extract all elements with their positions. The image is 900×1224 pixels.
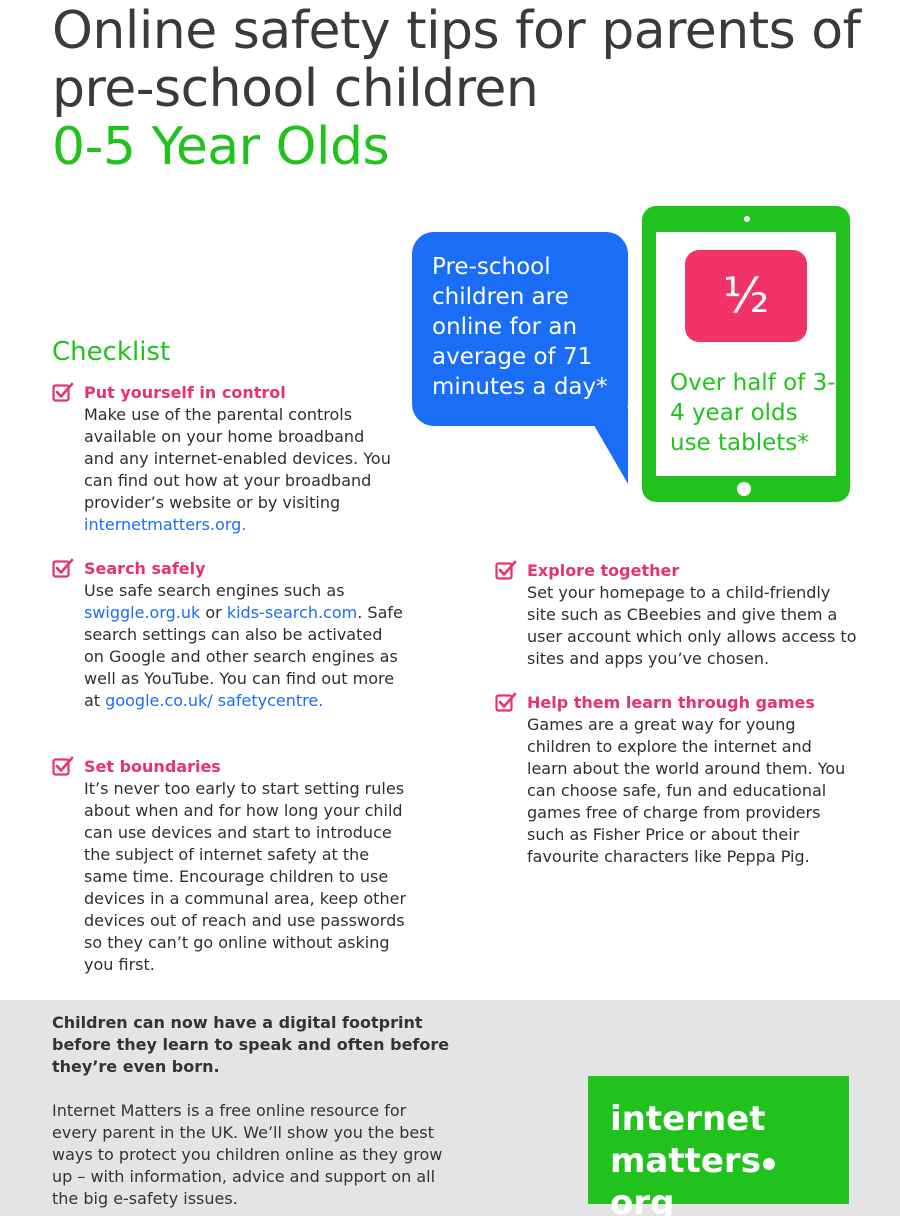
checklist-item-title: Search safely [84, 559, 206, 578]
checklist-item-body: Set your homepage to a child-friendly site such as CBeebies and give them a user account which only allows access to sites and apps you’ve chosen. [527, 583, 857, 668]
swiggle-link[interactable]: swiggle.org.uk [84, 603, 201, 622]
tablet-camera-icon [744, 216, 750, 222]
checklist-item-title: Put yourself in control [84, 383, 286, 402]
checkbox-tick-icon [495, 560, 517, 580]
checkbox-tick-icon [52, 756, 74, 776]
logo-wordmark [610, 1098, 840, 1224]
google-safetycentre-link[interactable]: google.co.uk/ safetycentre [105, 691, 319, 710]
page-subtitle: 0-5 Year Olds [52, 117, 390, 177]
logo-dot-icon [763, 1158, 775, 1170]
kids-search-link[interactable]: kids-search.com [226, 603, 358, 622]
checklist-heading: Checklist [52, 337, 171, 367]
checklist-item-title: Help them learn through games [527, 693, 815, 712]
checklist-item-body: Make use of the parental controls available on your home broadband and any internet-enabled devices. You can find out how at your broadband provider’s website or by visiting internetmatters.org. [84, 405, 391, 534]
checklist-item-body: Use safe search engines such as swiggle.org.uk or kids-search.com. Safe search settings can also be activated on Google and other search engines as well as YouTube. You can find out more at google.co.uk/ safetycentre. [84, 581, 403, 710]
internetmatters-link[interactable]: internetmatters.org [84, 515, 242, 534]
half-fraction-badge: ½ [685, 250, 807, 342]
checkbox-tick-icon [495, 692, 517, 712]
footer-description: Internet Matters is a free online resource for every parent in the UK. We’ll show you the best ways to protect you children online as they grow up – with information, advice and support on all the big e-safety issues. [52, 1101, 443, 1208]
page-title: Online safety tips for parents of pre-school children [52, 1, 861, 119]
footer-highlight-text: Children can now have a digital footprint before they learn to speak and often before they’re even born. [52, 1013, 450, 1076]
logo-line-1: internet [610, 1099, 766, 1139]
tablet-stat-text: Over half of 3-4 year olds use tablets* [670, 370, 836, 456]
checklist-item-body: It’s never too early to start setting rules about when and for how long your child can use devices and start to introduce the subject of internet safety at the same time. Encourage children to use devices in a communal area, keep other devices out of reach and use passwords so they can’t go online without asking you first. [84, 779, 407, 974]
checklist-item-title: Explore together [527, 561, 680, 580]
speech-bubble-tail [584, 408, 628, 484]
logo-line-2: mattersorg [610, 1140, 840, 1224]
bubble-stat-text: Pre-school children are online for an average of 71 minutes a day* [432, 254, 608, 400]
tablet-home-button-icon [737, 482, 751, 496]
checkbox-tick-icon [52, 558, 74, 578]
checkbox-tick-icon [52, 382, 74, 402]
checklist-item-body: Games are a great way for young children to explore the internet and learn about the world around them. You can choose safe, fun and educational games free of charge from providers such as Fisher Price or about their favourite characters like Peppa Pig. [527, 715, 846, 866]
checklist-item-title: Set boundaries [84, 757, 221, 776]
